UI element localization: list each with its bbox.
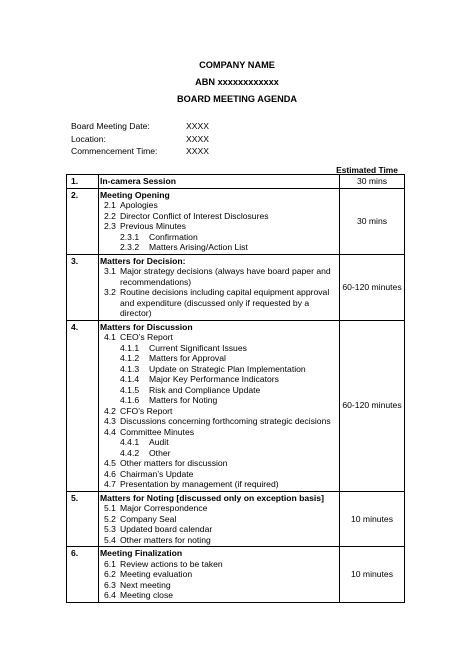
section-content (99, 547, 340, 603)
item-number: 4.1.2 (120, 353, 140, 363)
item-number: 5.4 (104, 534, 116, 545)
item-text: Major Key Performance Indicators (149, 374, 279, 384)
agenda-item (100, 416, 336, 427)
item-number: 6.4 (104, 590, 116, 600)
meeting-date-label: Board Meeting Date: (71, 121, 150, 131)
agenda-subitem (100, 343, 336, 354)
item-number: 4.4.1 (120, 437, 140, 447)
item-text: CEO’s Report (120, 332, 173, 342)
estimated-time-header: Estimated Time (336, 165, 398, 175)
item-text: Matters for Noting (149, 395, 218, 405)
agenda-item (100, 590, 336, 601)
section-content (99, 254, 340, 320)
item-text: Confirmation (149, 231, 198, 242)
item-number: 5.1 (104, 503, 116, 513)
agenda-subitem (100, 232, 336, 243)
agenda-item (100, 559, 336, 570)
agenda-section-row (67, 320, 405, 491)
agenda-item (100, 332, 336, 343)
agenda-item (100, 569, 336, 580)
section-number: 6. (67, 547, 99, 603)
agenda-item (100, 524, 336, 535)
agenda-table-body (67, 175, 405, 603)
item-number: 6.1 (104, 558, 116, 569)
estimated-time: 30 mins (340, 175, 405, 189)
item-text: Apologies (120, 200, 158, 210)
item-number: 4.7 (104, 479, 116, 489)
estimated-time: 10 minutes (340, 547, 405, 603)
item-text: Director Conflict of Interest Disclosures (120, 210, 269, 221)
section-number: 2. (67, 188, 99, 254)
item-number: 4.1.1 (120, 342, 140, 353)
item-number: 4.3 (104, 416, 116, 426)
commencement-time-label: Commencement Time: (71, 146, 158, 156)
item-text: Review actions to be taken (120, 558, 223, 569)
agenda-section-row (67, 175, 405, 189)
section-title: Matters for Decision: (100, 255, 186, 266)
item-text: Other matters for noting (120, 534, 211, 545)
item-text: Major strategy decisions (always have board paper and recommendations) (120, 266, 331, 287)
estimated-time: 10 minutes (340, 491, 405, 547)
item-number: 4.6 (104, 468, 116, 479)
item-text: Risk and Compliance Update (149, 384, 261, 395)
section-title: Meeting Opening (100, 189, 170, 200)
agenda-item (100, 458, 336, 469)
agenda-subitem (100, 448, 336, 459)
section-content (99, 491, 340, 547)
agenda-item (100, 535, 336, 546)
item-number: 4.4 (104, 426, 116, 437)
section-content (99, 175, 340, 189)
section-number: 4. (67, 320, 99, 491)
commencement-time-value: XXXX (186, 146, 209, 156)
item-number: 5.2 (104, 513, 116, 524)
agenda-table (66, 174, 405, 603)
item-text: Meeting close (120, 590, 174, 600)
item-text: Audit (149, 437, 169, 447)
item-text: Update on Strategic Plan Implementation (149, 363, 306, 374)
abn-number: ABN xxxxxxxxxxxx (195, 77, 279, 87)
agenda-subitem (100, 395, 336, 406)
section-content (99, 188, 340, 254)
item-number: 4.5 (104, 458, 116, 468)
item-text: Chairman’s Update (120, 468, 194, 479)
item-text: Presentation by management (if required) (120, 479, 279, 489)
location-value: XXXX (186, 134, 209, 144)
item-text: Other matters for discussion (120, 458, 228, 468)
agenda-item (100, 266, 336, 287)
agenda-section-row (67, 188, 405, 254)
section-title: Meeting Finalization (100, 548, 183, 558)
section-number: 1. (67, 175, 99, 189)
agenda-section-row (67, 491, 405, 547)
item-number: 2.2 (104, 210, 116, 221)
item-number: 2.3 (104, 221, 116, 231)
agenda-item (100, 221, 336, 232)
agenda-item (100, 287, 336, 319)
item-number: 6.3 (104, 579, 116, 590)
agenda-item (100, 211, 336, 222)
item-text: Next meeting (120, 579, 171, 590)
item-number: 4.1.6 (120, 395, 140, 405)
agenda-subitem (100, 353, 336, 364)
item-text: CFO’s Report (120, 405, 173, 416)
agenda-subitem (100, 437, 336, 448)
agenda-item (100, 469, 336, 480)
company-name: COMPANY NAME (199, 60, 275, 70)
meeting-date-value: XXXX (186, 121, 209, 131)
item-number: 2.3.1 (120, 231, 140, 242)
estimated-time: 60-120 minutes (340, 254, 405, 320)
estimated-time: 60-120 minutes (340, 320, 405, 491)
location-label: Location: (71, 134, 106, 144)
section-title: In-camera Session (100, 176, 176, 186)
agenda-item (100, 427, 336, 438)
item-text: Previous Minutes (120, 221, 186, 231)
section-number: 3. (67, 254, 99, 320)
item-number: 4.1.4 (120, 374, 140, 384)
item-number: 4.2 (104, 405, 116, 416)
agenda-item (100, 503, 336, 514)
item-text: Discussions concerning forthcoming strategic decisions (120, 416, 331, 426)
section-number: 5. (67, 491, 99, 547)
agenda-section-row (67, 254, 405, 320)
agenda-subitem (100, 364, 336, 375)
section-title: Matters for Noting [discussed only on exception basis] (100, 492, 324, 503)
agenda-subitem (100, 374, 336, 385)
agenda-subitem (100, 242, 336, 253)
section-title: Matters for Discussion (100, 321, 193, 332)
item-text: Other (149, 447, 171, 458)
item-text: Routine decisions including capital equipment approval and expenditure (discussed only if requested by a director) (120, 287, 330, 318)
estimated-time: 30 mins (340, 188, 405, 254)
agenda-item (100, 580, 336, 591)
document-title: BOARD MEETING AGENDA (176, 94, 298, 104)
item-text: Updated board calendar (120, 524, 213, 534)
item-number: 4.1.5 (120, 384, 140, 395)
item-text: Committee Minutes (120, 426, 195, 437)
item-text: Matters Arising/Action List (149, 242, 248, 252)
item-number: 2.3.2 (120, 242, 140, 252)
agenda-item (100, 200, 336, 211)
agenda-item (100, 514, 336, 525)
item-number: 4.1 (104, 332, 116, 342)
item-number: 3.2 (104, 287, 116, 297)
item-text: Major Correspondence (120, 503, 208, 513)
item-text: Meeting evaluation (120, 569, 193, 579)
item-number: 6.2 (104, 569, 116, 579)
item-number: 3.1 (104, 266, 116, 276)
item-number: 2.1 (104, 200, 116, 210)
agenda-item (100, 479, 336, 490)
item-text: Company Seal (120, 513, 177, 524)
item-text: Current Significant Issues (149, 342, 247, 353)
section-content (99, 320, 340, 491)
agenda-item (100, 406, 336, 417)
item-number: 4.4.2 (120, 447, 140, 458)
item-text: Matters for Approval (149, 353, 226, 363)
item-number: 4.1.3 (120, 363, 140, 374)
agenda-section-row (67, 547, 405, 603)
item-number: 5.3 (104, 524, 116, 534)
agenda-subitem (100, 385, 336, 396)
